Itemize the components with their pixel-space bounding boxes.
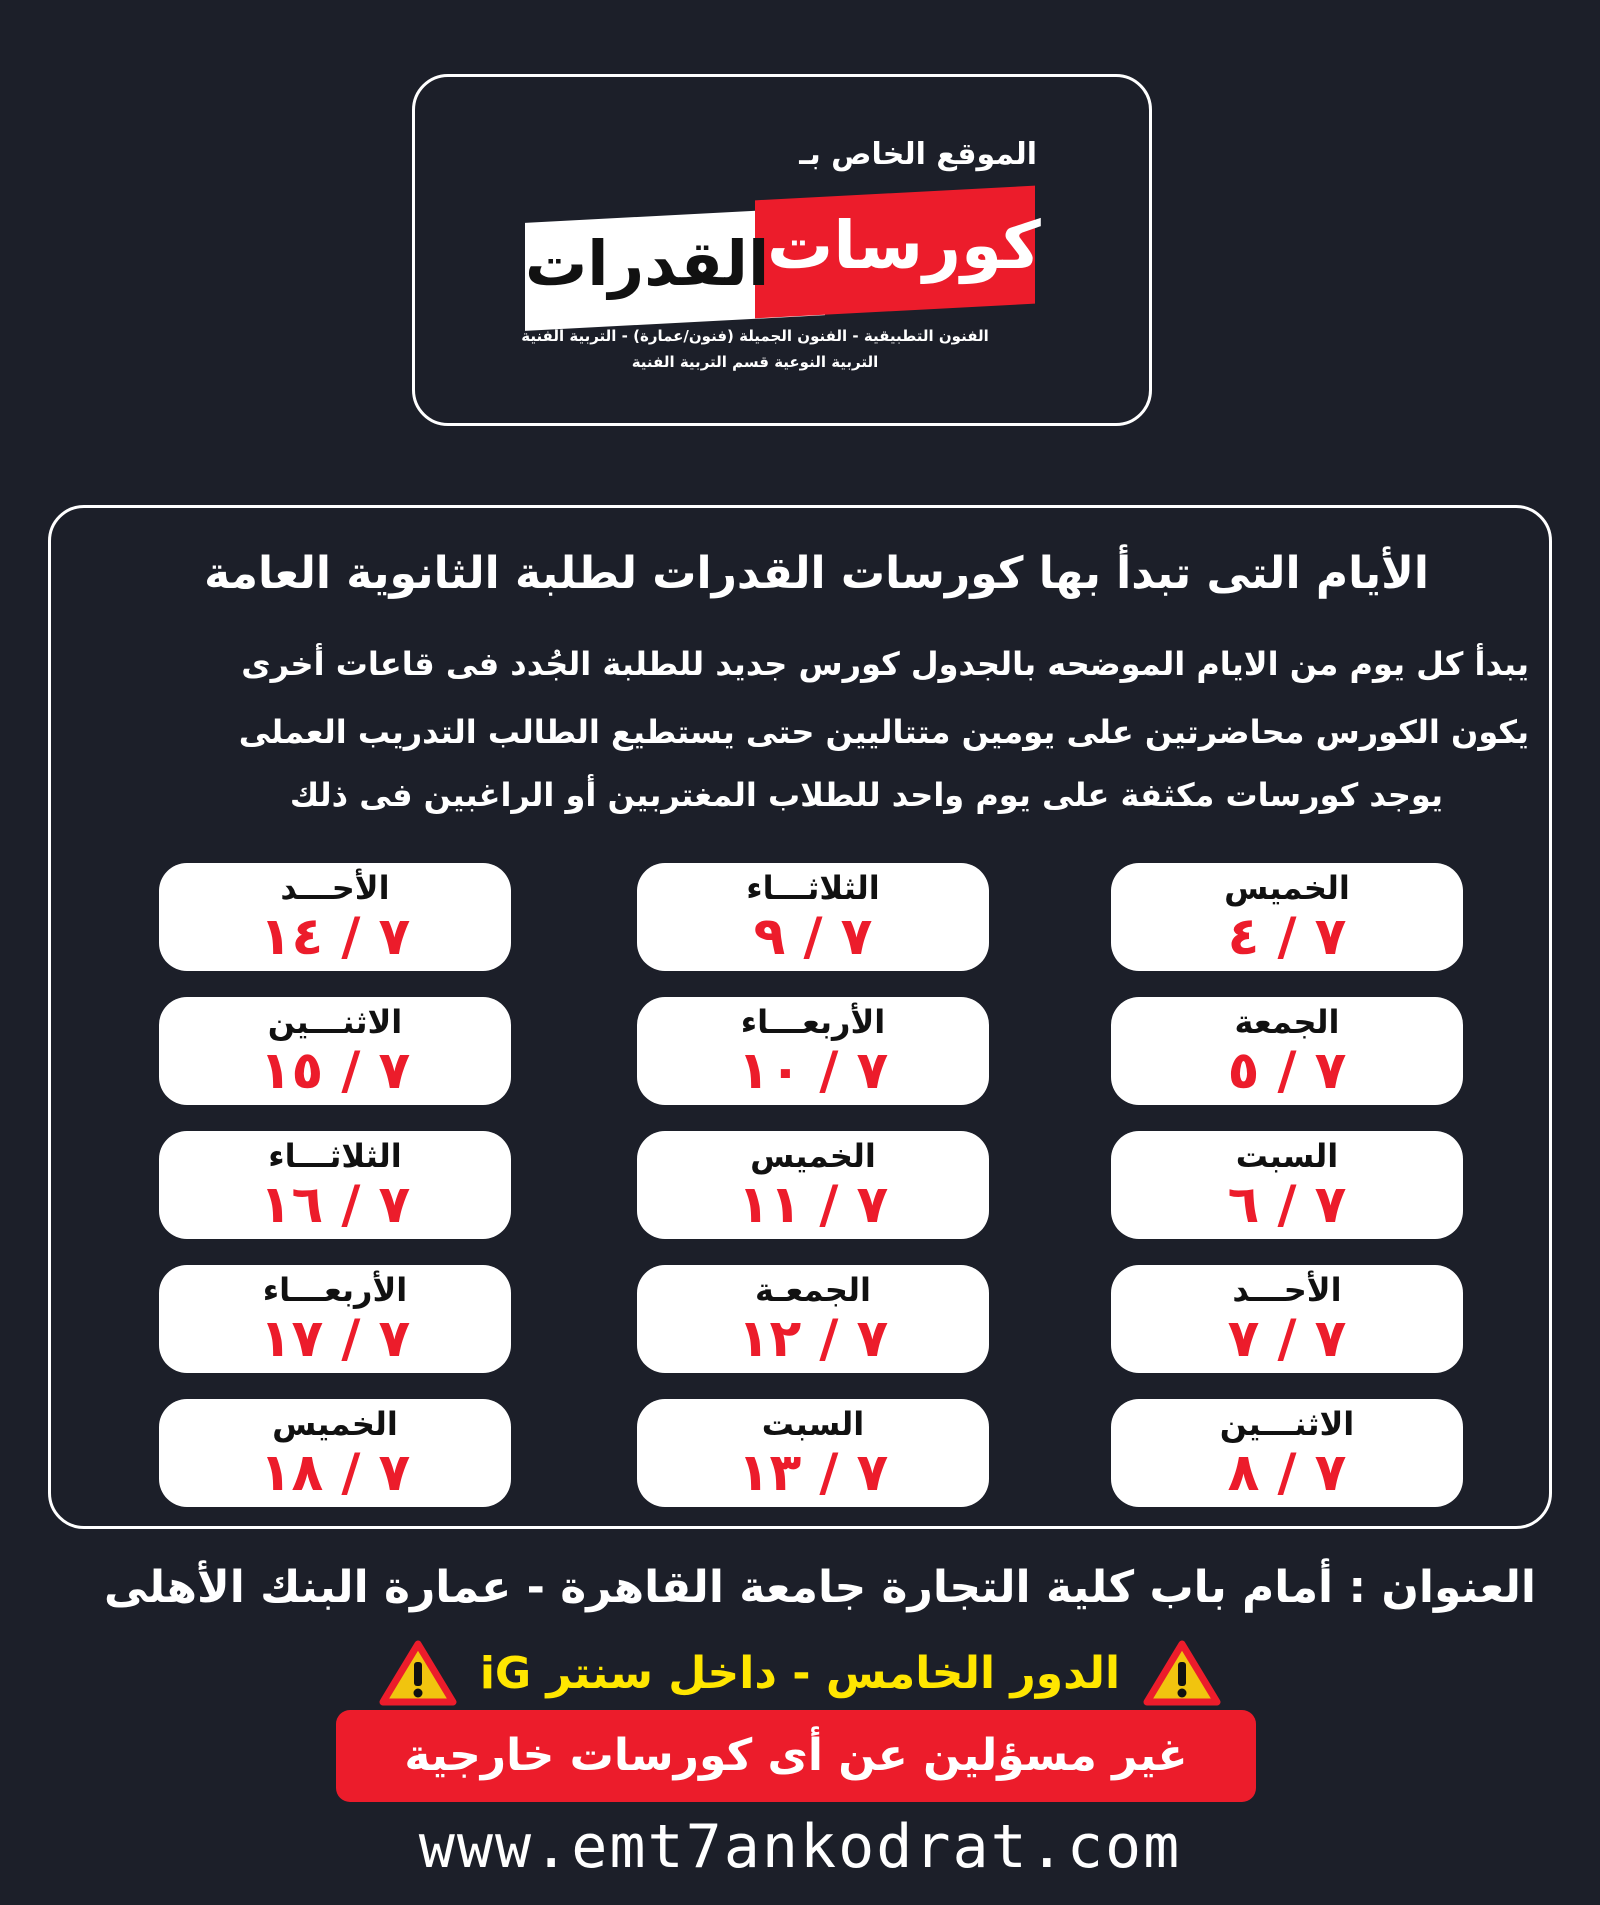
- day-date: ٧ / ٩: [753, 907, 873, 967]
- day-name: الجمعة: [1234, 1003, 1340, 1041]
- day-name: الأربعـــاء: [262, 1271, 408, 1309]
- day-date: ٧ / ١٦: [259, 1175, 411, 1235]
- day-card: [159, 1265, 511, 1373]
- day-card: [1111, 1265, 1463, 1373]
- day-date: ٧ / ٧: [1227, 1309, 1347, 1369]
- day-date: ٧ / ١٣: [737, 1443, 889, 1503]
- day-name: الخميس: [1224, 869, 1350, 907]
- day-date: ٧ / ٥: [1227, 1041, 1347, 1101]
- day-card: [637, 1131, 989, 1239]
- day-card: [159, 863, 511, 971]
- day-card: [637, 1265, 989, 1373]
- day-date: ٧ / ١١: [737, 1175, 889, 1235]
- day-name: السبت: [761, 1405, 865, 1443]
- logo-box: [412, 74, 1152, 426]
- day-card: [1111, 1131, 1463, 1239]
- day-name: الخميس: [750, 1137, 876, 1175]
- floor-text: الدور الخامس - داخل سنتر iG: [479, 1647, 1121, 1699]
- address-text: العنوان : أمام باب كلية التجارة جامعة القاهرة - عمارة البنك الأهلى: [104, 1562, 1536, 1613]
- day-card: [637, 1399, 989, 1507]
- day-name: الخميس: [272, 1405, 398, 1443]
- warning-triangle-icon: [379, 1640, 457, 1706]
- day-card: [159, 1131, 511, 1239]
- day-card: [1111, 1399, 1463, 1507]
- day-name: الجمعـة: [755, 1271, 871, 1309]
- day-card: [159, 997, 511, 1105]
- day-name: السبت: [1235, 1137, 1339, 1175]
- logo-word-kursat: كورسات: [767, 207, 1041, 284]
- day-date: ٧ / ١٢: [737, 1309, 889, 1369]
- logo-subtitle-2: التربية النوعية قسم التربية الفنية: [631, 353, 879, 371]
- day-name: الأربعـــاء: [740, 1003, 886, 1041]
- day-date: ٧ / ١٧: [259, 1309, 411, 1369]
- day-date: ٧ / ١٨: [259, 1443, 411, 1503]
- day-card: [637, 997, 989, 1105]
- day-card: [1111, 863, 1463, 971]
- day-date: ٧ / ٨: [1227, 1443, 1347, 1503]
- schedule-panel: [48, 505, 1552, 1529]
- day-name: الثلاثـــاء: [746, 869, 880, 907]
- logo-subtitle-1: الفنون التطبيقية - الفنون الجميلة (فنون/عمارة) - التربية الفنية: [521, 327, 989, 345]
- day-name: الأحـــد: [280, 869, 390, 907]
- website-url: www.emt7ankodrat.com: [418, 1812, 1182, 1882]
- day-date: ٧ / ٦: [1227, 1175, 1347, 1235]
- schedule-description-2: يكون الكورس محاضرتين على يومين متتاليين حتى يستطيع الطالب التدريب العملى: [238, 713, 1529, 751]
- schedule-description-1: يبدأ كل يوم من الايام الموضحه بالجدول كورس جديد للطلبة الجُدد فى قاعات أخرى: [241, 645, 1529, 683]
- schedule-description-3: يوجد كورسات مكثفة على يوم واحد للطلاب المغتربين أو الراغبين فى ذلك: [289, 776, 1443, 814]
- day-date: ٧ / ١٠: [737, 1041, 889, 1101]
- warning-triangle-icon: [1143, 1640, 1221, 1706]
- day-card: [159, 1399, 511, 1507]
- day-date: ٧ / ١٤: [259, 907, 411, 967]
- day-card: [1111, 997, 1463, 1105]
- day-name: الاثنـــين: [267, 1003, 403, 1041]
- schedule-title: الأيام التى تبدأ بها كورسات القدرات لطلبة الثانوية العامة: [204, 548, 1429, 599]
- day-name: الثلاثـــاء: [268, 1137, 402, 1175]
- logo-tagline: الموقع الخاص بـ: [799, 137, 1037, 172]
- day-name: الأحـــد: [1232, 1271, 1342, 1309]
- day-name: الاثنـــين: [1219, 1405, 1355, 1443]
- day-card: [637, 863, 989, 971]
- day-date: ٧ / ١٥: [259, 1041, 411, 1101]
- disclaimer-banner: غير مسؤلين عن أى كورسات خارجية: [336, 1710, 1256, 1802]
- logo-word-qudurat: القدرات: [525, 227, 770, 300]
- day-date: ٧ / ٤: [1227, 907, 1347, 967]
- floor-notice: [0, 1640, 1600, 1706]
